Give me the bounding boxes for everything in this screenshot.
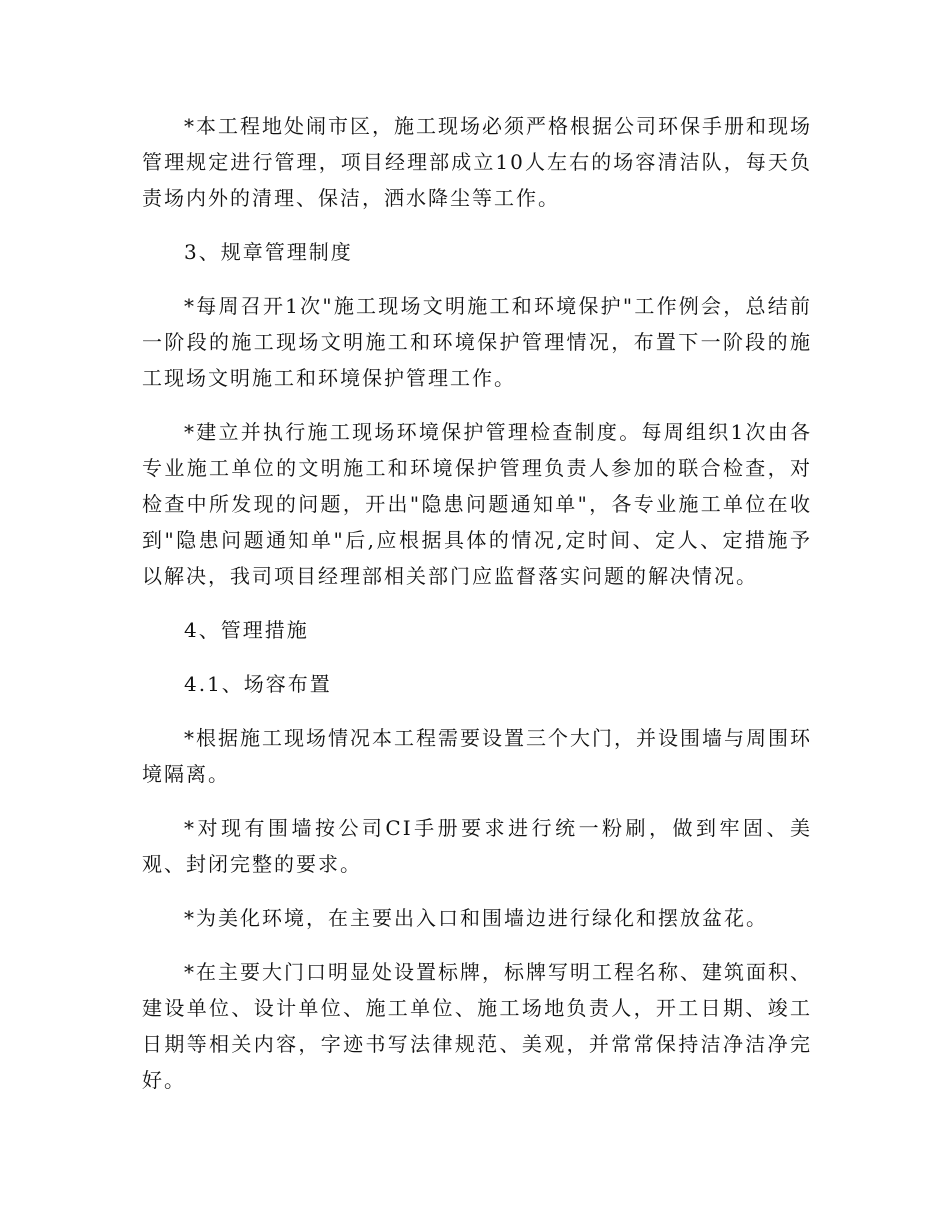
paragraph-inspection-system: *建立并执行施工现场环境保护管理检查制度。每周组织1次由各专业施工单位的文明施工和环境保护管理负责人参加的联合检查，对检查中所发现的问题，开出"隐患问题通知单"，各专业施工单位在收到"隐患问题通知单"后,应根据具体的情况,定时间、定人、定措施予以解决，我司项目经理部相关部门应监督落实问题的解决情况。 (142, 420, 812, 588)
paragraph-greening: *为美化环境，在主要出入口和围墙边进行绿化和摆放盆花。 (184, 906, 768, 930)
section-heading-3: 3、规章管理制度 (184, 240, 353, 264)
paragraph-site-cleaning: *本工程地处闹市区，施工现场必须严格根据公司环保手册和现场管理规定进行管理，项目经理部成立10人左右的场容清洁队，每天负责场内外的清理、保洁，洒水降尘等工作。 (142, 114, 812, 210)
paragraph-gates-walls: *根据施工现场情况本工程需要设置三个大门，并设围墙与周围环境隔离。 (142, 726, 812, 786)
paragraph-wall-painting: *对现有围墙按公司CI手册要求进行统一粉刷，做到牢固、美观、封闭完整的要求。 (142, 816, 812, 876)
paragraph-signboard: *在主要大门口明显处设置标牌，标牌写明工程名称、建筑面积、建设单位、设计单位、施工单位、施工场地负责人，开工日期、竣工日期等相关内容，字迹书写法律规范、美观，并常常保持洁净洁净完好。 (142, 960, 812, 1092)
document-body (142, 108, 812, 1116)
section-heading-4: 4、管理措施 (184, 618, 309, 642)
subsection-heading-4-1: 4.1、场容布置 (184, 672, 332, 696)
paragraph-weekly-meeting: *每周召开1次"施工现场文明施工和环境保护"工作例会，总结前一阶段的施工现场文明施工和环境保护管理情况，布置下一阶段的施工现场文明施工和环境保护管理工作。 (142, 294, 812, 390)
